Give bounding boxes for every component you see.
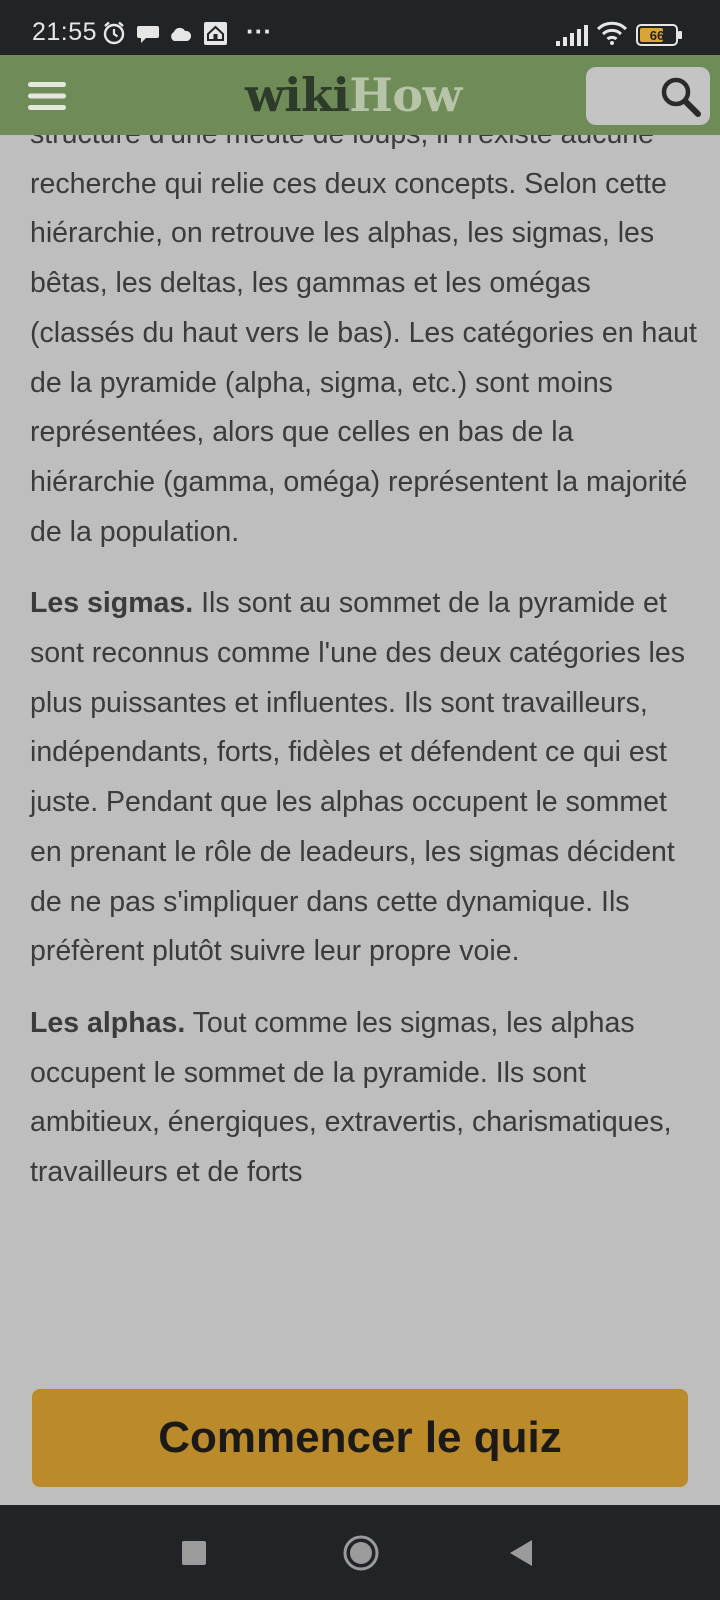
status-more: ··· — [246, 16, 272, 46]
site-header — [0, 55, 720, 135]
battery-icon — [636, 24, 684, 46]
paragraph-text: Tout comme les sigmas, les alphas occupent le sommet de la pyramide. Ils sont ambitieux, énergiques, extravertis, charismatiques, travailleurs et de forts — [30, 1006, 672, 1189]
article-paragraph-sigmas — [30, 579, 700, 977]
article-paragraph-alphas — [30, 999, 700, 1198]
hamburger-menu-icon[interactable] — [28, 81, 66, 111]
paragraph-heading-alphas: Les alphas. — [30, 1006, 186, 1039]
wikihow-logo[interactable] — [245, 67, 462, 123]
battery-level: 66 — [649, 28, 665, 43]
article-body — [30, 110, 700, 1220]
signal-icon — [556, 24, 588, 46]
system-nav-bar — [0, 1505, 720, 1600]
start-quiz-button[interactable]: Commencer le quiz — [32, 1389, 688, 1487]
alarm-icon — [101, 20, 127, 46]
logo-how: How — [349, 68, 462, 122]
wifi-icon — [596, 20, 628, 46]
chat-icon — [136, 23, 160, 45]
status-time: 21:55 — [32, 18, 98, 46]
paragraph-text: recherche qui relie ces deux concepts. Selon cette hiérarchie, on retrouve les alphas, les sigmas, les bêtas, les deltas, les gammas et les omégas (classés du haut vers le bas). Les catégories en haut de la pyramide (alpha, sigma, etc.) sont moins représentées, alors que celles en bas de la hiérarchie (gamma, oméga) représentent la majorité de la population. — [30, 167, 697, 548]
search-button[interactable] — [586, 67, 710, 125]
home-circle-icon[interactable] — [342, 1534, 380, 1572]
paragraph-text: Ils sont au sommet de la pyramide et sont reconnus comme l'une des deux catégories les plus puissantes et influentes. Ils sont travailleurs, indépendants, forts, fidèles et défendent ce qui est juste. Pendant que les alphas occupent le sommet en prenant le rôle de leadeurs, les sigmas décident de ne pas s'impliquer dans cette dynamique. Ils préfèrent plutôt suivre leur propre voie. — [30, 587, 685, 968]
back-triangle-icon[interactable] — [508, 1539, 534, 1567]
article-paragraph — [30, 110, 700, 557]
home-app-icon — [203, 21, 228, 46]
search-icon — [660, 76, 702, 118]
quiz-bar — [0, 1375, 720, 1505]
recents-square-icon[interactable] — [182, 1541, 206, 1565]
logo-wiki: wiki — [245, 68, 350, 122]
cloud-icon — [168, 26, 192, 42]
paragraph-heading-sigmas: Les sigmas. — [30, 587, 194, 620]
status-bar — [0, 0, 720, 55]
